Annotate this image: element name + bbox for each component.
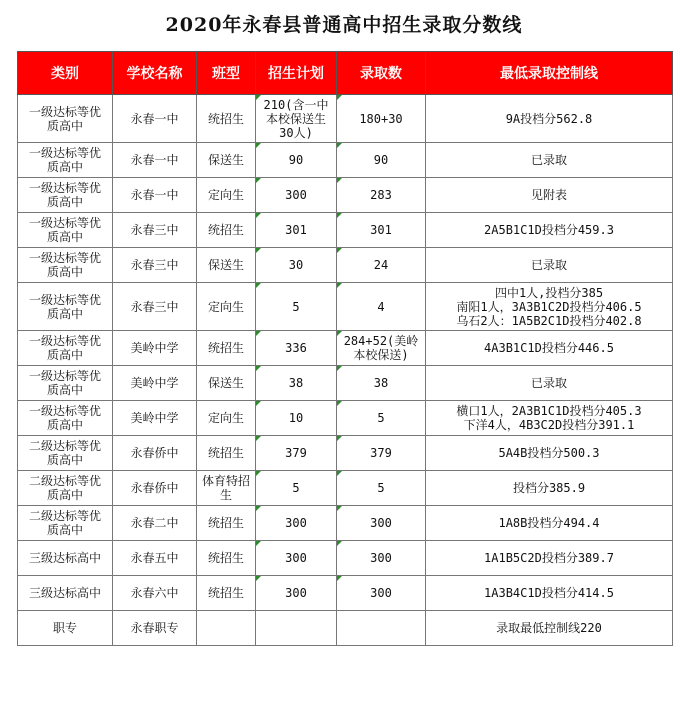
plan-cell-line: 301 <box>285 223 307 237</box>
admitted-cell-line: 300 <box>370 586 392 600</box>
admitted-cell <box>337 95 426 143</box>
min-line-cell <box>426 143 673 178</box>
admitted-cell-line: 38 <box>373 376 389 390</box>
table-row <box>18 283 673 331</box>
min-line-cell <box>426 436 673 471</box>
min-line-cell-line: 下洋4人，4B3C2D投档分391.1 <box>463 418 635 432</box>
category-cell <box>18 506 113 541</box>
school-cell: 永春一中 <box>113 95 197 143</box>
plan-cell <box>256 283 337 331</box>
category-cell-line: 二级达标等优 <box>28 474 101 488</box>
plan-cell-line: 300 <box>285 516 307 530</box>
min-line-cell <box>426 366 673 401</box>
admitted-cell <box>337 178 426 213</box>
category-cell <box>18 611 113 646</box>
category-cell <box>18 283 113 331</box>
school-cell: 永春侨中 <box>113 471 197 506</box>
header-class-type: 班型 <box>197 52 256 95</box>
admitted-cell <box>337 436 426 471</box>
admitted-cell-line: 283 <box>370 188 392 202</box>
school-cell: 永春一中 <box>113 143 197 178</box>
plan-cell <box>256 611 337 646</box>
class-type-cell <box>197 143 256 178</box>
min-line-cell-line: 已录取 <box>530 153 567 167</box>
plan-cell <box>256 95 337 143</box>
plan-cell-line: 38 <box>288 376 304 390</box>
min-line-cell <box>426 506 673 541</box>
admitted-cell <box>337 143 426 178</box>
admitted-cell <box>337 401 426 436</box>
admitted-cell <box>337 611 426 646</box>
category-cell-line: 一级达标等优 <box>28 251 101 265</box>
category-cell <box>18 436 113 471</box>
table-row <box>18 95 673 143</box>
min-line-cell-line: 乌石2人：1A5B2C1D投档分402.8 <box>456 313 642 328</box>
min-line-cell-line: 1A8B投档分494.4 <box>498 516 600 530</box>
school-cell: 永春职专 <box>113 611 197 646</box>
plan-cell <box>256 331 337 366</box>
category-cell <box>18 213 113 248</box>
plan-cell <box>256 436 337 471</box>
class-type-cell-line: 定向生 <box>207 411 244 425</box>
plan-cell-line: 10 <box>288 411 304 425</box>
min-line-cell-line: 见附表 <box>530 188 567 202</box>
class-type-cell-line: 统招生 <box>207 551 244 565</box>
admitted-cell-line: 180+30 <box>359 111 403 126</box>
school-cell: 永春五中 <box>113 541 197 576</box>
admitted-cell-line: 5 <box>377 411 385 425</box>
plan-cell-line: 300 <box>285 188 307 202</box>
table-row <box>18 178 673 213</box>
category-cell-line: 一级达标等优 <box>28 292 101 307</box>
plan-cell-line: 5 <box>292 481 300 495</box>
page-title: 2020年永春县普通高中招生录取分数线 <box>165 14 523 36</box>
class-type-cell-line: 生 <box>219 488 232 502</box>
category-cell <box>18 541 113 576</box>
table-row <box>18 436 673 471</box>
class-type-cell-line: 统招生 <box>207 586 244 600</box>
class-type-cell <box>197 436 256 471</box>
table-row <box>18 401 673 436</box>
class-type-cell-line: 统招生 <box>207 341 244 355</box>
table-row <box>18 541 673 576</box>
admitted-cell-line: 301 <box>370 223 392 237</box>
table-row <box>18 248 673 283</box>
school-cell: 美岭中学 <box>113 331 197 366</box>
admitted-cell <box>337 506 426 541</box>
category-cell <box>18 471 113 506</box>
plan-cell-line: 379 <box>285 446 307 460</box>
category-cell-line: 质高中 <box>46 523 83 537</box>
plan-cell-line: 30人) <box>279 125 313 140</box>
school-cell: 永春六中 <box>113 576 197 611</box>
min-line-cell <box>426 283 673 331</box>
plan-cell-line: 336 <box>285 341 307 355</box>
school-cell: 永春三中 <box>113 248 197 283</box>
min-line-cell <box>426 178 673 213</box>
category-cell <box>18 248 113 283</box>
plan-cell <box>256 506 337 541</box>
category-cell-line: 质高中 <box>46 383 83 397</box>
header-plan: 招生计划 <box>256 52 337 95</box>
plan-cell-line: 本校保送生 <box>265 111 326 126</box>
min-line-cell-line: 投档分385.9 <box>512 481 586 495</box>
admitted-cell <box>337 366 426 401</box>
category-cell-line: 二级达标等优 <box>28 509 101 523</box>
min-line-cell-line: 1A3B4C1D投档分414.5 <box>484 586 614 600</box>
plan-cell <box>256 213 337 248</box>
school-cell: 美岭中学 <box>113 366 197 401</box>
admitted-cell <box>337 248 426 283</box>
class-type-cell <box>197 178 256 213</box>
category-cell-line: 一级达标等优 <box>28 104 101 119</box>
min-line-cell <box>426 331 673 366</box>
min-line-cell-line: 5A4B投档分500.3 <box>498 446 600 460</box>
admitted-cell-line: 4 <box>377 299 385 314</box>
school-cell: 永春一中 <box>113 178 197 213</box>
plan-cell <box>256 576 337 611</box>
plan-cell-line: 30 <box>288 258 304 272</box>
class-type-cell <box>197 366 256 401</box>
admitted-cell-line: 24 <box>373 258 389 272</box>
plan-cell <box>256 541 337 576</box>
class-type-cell-line: 保送生 <box>207 258 244 272</box>
class-type-cell <box>197 611 256 646</box>
category-cell-line: 一级达标等优 <box>28 216 101 230</box>
admitted-cell <box>337 576 426 611</box>
min-line-cell-line: 录取最低控制线220 <box>496 621 602 635</box>
category-cell-line: 质高中 <box>46 118 83 133</box>
admitted-cell-line: 本校保送) <box>353 348 409 362</box>
class-type-cell <box>197 283 256 331</box>
class-type-cell-line: 定向生 <box>207 188 244 202</box>
class-type-cell-line: 定向生 <box>207 299 244 314</box>
school-cell: 永春侨中 <box>113 436 197 471</box>
admitted-cell-line: 90 <box>373 153 389 167</box>
category-cell-line: 二级达标等优 <box>28 439 101 453</box>
admitted-cell-line: 284+52(美岭 <box>343 334 419 348</box>
min-line-cell <box>426 401 673 436</box>
min-line-cell-line: 1A1B5C2D投档分389.7 <box>484 551 614 565</box>
table-row <box>18 366 673 401</box>
plan-cell-line: 90 <box>288 153 304 167</box>
category-cell-line: 质高中 <box>46 195 83 209</box>
table-row <box>18 331 673 366</box>
category-cell-line: 质高中 <box>46 418 83 432</box>
plan-cell <box>256 248 337 283</box>
table-row <box>18 576 673 611</box>
category-cell <box>18 331 113 366</box>
class-type-cell-line: 统招生 <box>207 111 244 126</box>
admitted-cell <box>337 331 426 366</box>
min-line-cell <box>426 471 673 506</box>
class-type-cell-line: 统招生 <box>207 446 244 460</box>
admitted-cell <box>337 541 426 576</box>
plan-cell-line: 300 <box>285 586 307 600</box>
school-cell: 永春三中 <box>113 283 197 331</box>
category-cell <box>18 401 113 436</box>
class-type-cell <box>197 506 256 541</box>
table-row <box>18 506 673 541</box>
category-cell <box>18 143 113 178</box>
class-type-cell-line: 统招生 <box>207 223 244 237</box>
admitted-cell <box>337 213 426 248</box>
admission-score-table <box>17 51 673 646</box>
category-cell <box>18 95 113 143</box>
min-line-cell-line: 4A3B1C1D投档分446.5 <box>484 341 614 355</box>
category-cell-line: 质高中 <box>46 488 83 502</box>
min-line-cell <box>426 576 673 611</box>
category-cell-line: 一级达标等优 <box>28 146 101 160</box>
min-line-cell-line: 已录取 <box>530 258 567 272</box>
class-type-cell <box>197 471 256 506</box>
category-cell-line: 质高中 <box>46 348 83 362</box>
class-type-cell-line: 体育特招 <box>201 474 250 488</box>
admitted-cell <box>337 283 426 331</box>
min-line-cell-line: 9A投档分562.8 <box>505 111 593 126</box>
header-category: 类别 <box>18 52 113 95</box>
class-type-cell-line: 保送生 <box>207 153 244 167</box>
class-type-cell <box>197 248 256 283</box>
admitted-cell-line: 379 <box>370 446 392 460</box>
category-cell-line: 职专 <box>52 621 77 635</box>
plan-cell-line: 5 <box>292 299 300 314</box>
category-cell <box>18 178 113 213</box>
class-type-cell <box>197 95 256 143</box>
table-row <box>18 213 673 248</box>
category-cell-line: 质高中 <box>46 230 83 244</box>
table-row <box>18 611 673 646</box>
category-cell-line: 一级达标等优 <box>28 404 101 418</box>
category-cell-line: 一级达标等优 <box>28 181 101 195</box>
class-type-cell <box>197 331 256 366</box>
header-admitted: 录取数 <box>337 52 426 95</box>
category-cell-line: 三级达标高中 <box>28 551 101 565</box>
plan-cell <box>256 366 337 401</box>
header-min-line: 最低录取控制线 <box>426 52 673 95</box>
category-cell-line: 质高中 <box>46 265 83 279</box>
class-type-cell <box>197 401 256 436</box>
category-cell-line: 质高中 <box>46 306 83 321</box>
category-cell <box>18 576 113 611</box>
plan-cell <box>256 401 337 436</box>
admitted-cell-line: 300 <box>370 551 392 565</box>
school-cell: 永春三中 <box>113 213 197 248</box>
school-cell: 永春二中 <box>113 506 197 541</box>
admitted-cell-line: 300 <box>370 516 392 530</box>
class-type-cell <box>197 576 256 611</box>
min-line-cell-line: 四中1人,投档分385 <box>494 285 604 300</box>
class-type-cell <box>197 541 256 576</box>
table-row <box>18 143 673 178</box>
school-cell: 美岭中学 <box>113 401 197 436</box>
admitted-cell <box>337 471 426 506</box>
plan-cell <box>256 178 337 213</box>
min-line-cell <box>426 95 673 143</box>
admitted-cell-line: 5 <box>377 481 385 495</box>
plan-cell <box>256 143 337 178</box>
category-cell-line: 质高中 <box>46 160 83 174</box>
class-type-cell-line: 统招生 <box>207 516 244 530</box>
table-header-row <box>18 52 673 95</box>
class-type-cell-line: 保送生 <box>207 376 244 390</box>
header-school: 学校名称 <box>113 52 197 95</box>
category-cell-line: 一级达标等优 <box>28 369 101 383</box>
category-cell <box>18 366 113 401</box>
category-cell-line: 质高中 <box>46 453 83 467</box>
min-line-cell <box>426 213 673 248</box>
min-line-cell-line: 南阳1人，3A3B1C2D投档分406.5 <box>456 299 642 314</box>
category-cell-line: 一级达标等优 <box>28 334 101 348</box>
plan-cell-line: 300 <box>285 551 307 565</box>
min-line-cell-line: 横口1人，2A3B1C1D投档分405.3 <box>456 404 642 418</box>
table-row <box>18 471 673 506</box>
min-line-cell <box>426 541 673 576</box>
class-type-cell <box>197 213 256 248</box>
min-line-cell <box>426 248 673 283</box>
min-line-cell-line: 已录取 <box>530 376 567 390</box>
plan-cell-line: 210(含一中 <box>263 97 329 112</box>
min-line-cell <box>426 611 673 646</box>
min-line-cell-line: 2A5B1C1D投档分459.3 <box>484 223 614 237</box>
plan-cell <box>256 471 337 506</box>
category-cell-line: 三级达标高中 <box>28 586 101 600</box>
